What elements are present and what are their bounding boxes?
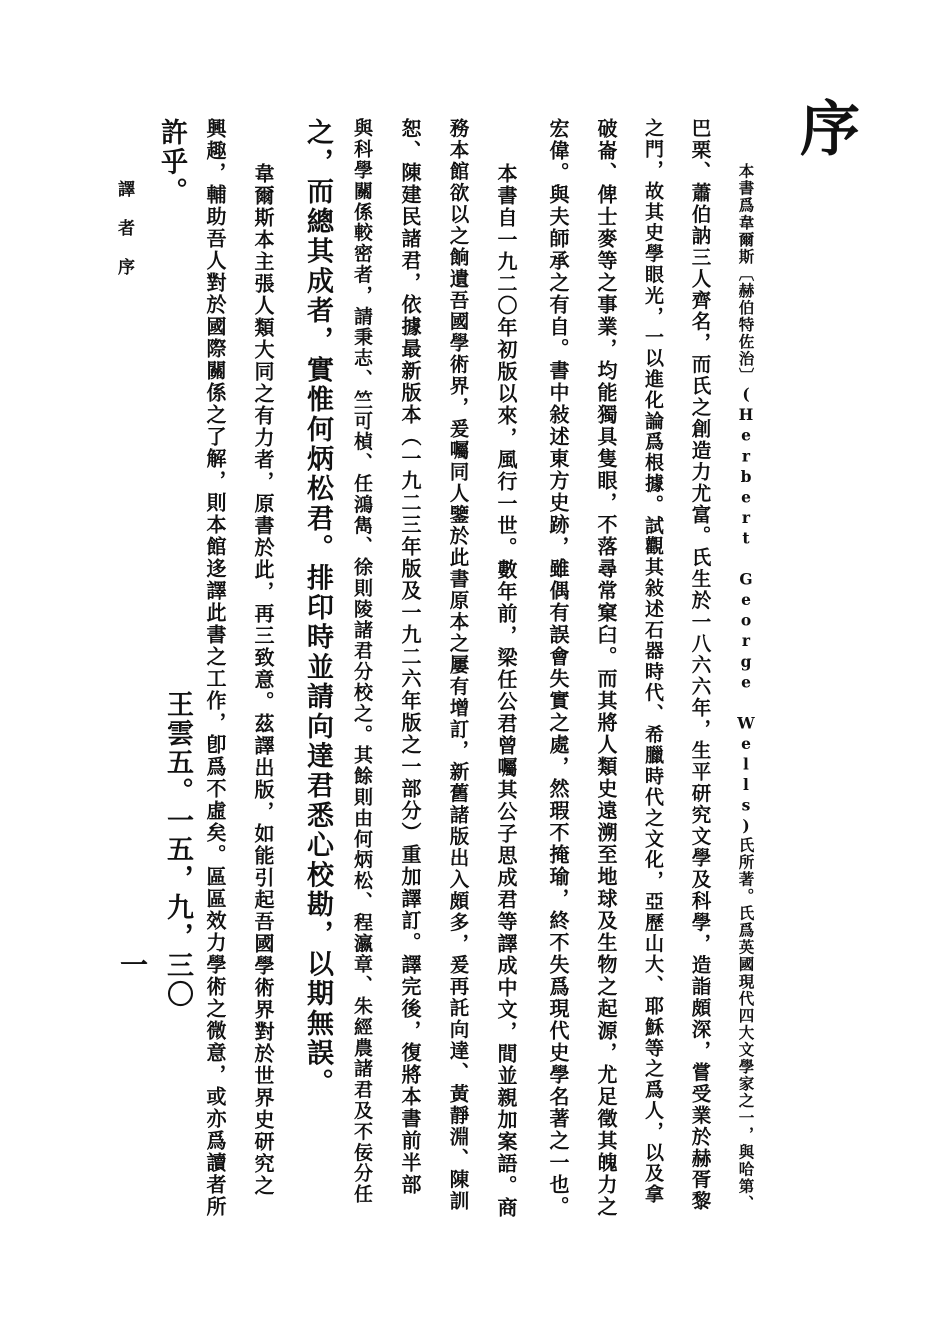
paragraph-2-line-5: 之，而總其成者，實惟何炳松君。排印時並請向達君悉心校勘，以期無誤。 [302, 118, 333, 1099]
paragraph-3-line-3: 許乎。 [156, 118, 187, 208]
paragraph-2-line-1: 本書自一九二〇年初版以來，風行一世。數年前，梁任公君曾囑其公子思成君等譯成中文，間並親加案語。商 [494, 163, 518, 1219]
paragraph-3-line-1: 韋爾斯本主張人類大同之有力者，原書於此，再三致意。茲譯出版，如能引起吾國學術界對於世界史研究之 [251, 163, 275, 1197]
page-number: 一 [116, 950, 149, 978]
paragraph-1-line-2: 巴栗、蕭伯訥三人齊名，而氏之創造力尤富。氏生於一八六六年，生平研究文學及科學，造詣頗深，嘗受業於赫胥黎 [688, 118, 712, 1212]
paragraph-2-line-4: 與科學關係較密者，請秉志、竺可楨、任鴻雋、徐則陵諸君分校之。其餘則由何炳松、程瀛章、朱經農諸君及不佞分任 [351, 118, 373, 1205]
paragraph-1-line-4: 破崙、俾士麥等之事業，均能獨具隻眼，不落尋常窠臼。而其將人類史遠溯至地球及生物之起源，尤足徵其魄力之 [594, 118, 618, 1218]
paragraph-3-line-2: 興趣，輔助吾人對於國際關係之了解，則本館迻譯此書之工作，卽爲不虛矣。區區效力學術之微意，或亦爲讀者所 [203, 118, 227, 1218]
paragraph-1-line-3: 之門，故其史學眼光，一以進化論爲根據。試觀其敍述石器時代、希臘時代之文化，亞歷山大、耶穌等之爲人，以及拿 [642, 118, 664, 1205]
paragraph-1-line-1: 本書爲韋爾斯〔赫伯特佐治〕(Herbert George Wells)氏所著。氏爲英國現代四大文學家之一，與哈第、 [736, 163, 756, 1212]
signature: 王雲五。一五，九，三〇 [162, 690, 193, 1009]
side-label: 譯者序 [114, 180, 134, 297]
paragraph-2-line-3: 恕、陳建民諸君，依據最新版本（一九二三年版及一九二六年版之一部分）重加譯訂。譯完後，復將本書前半部 [398, 118, 422, 1196]
paragraph-2-line-2: 務本館欲以之餉遺吾國學術界，爰囑同人鑒於此書原本之屢有增訂，新舊諸版出入頗多，爰再託向達、黃靜淵、陳訓 [446, 118, 470, 1212]
paragraph-1-line-5: 宏偉。與夫師承之有自。書中敍述東方史跡，雖偶有誤會失實之處，然瑕不掩瑜，終不失爲現代史學名著之一也。 [546, 118, 570, 1218]
page-title: 序 [800, 95, 860, 165]
